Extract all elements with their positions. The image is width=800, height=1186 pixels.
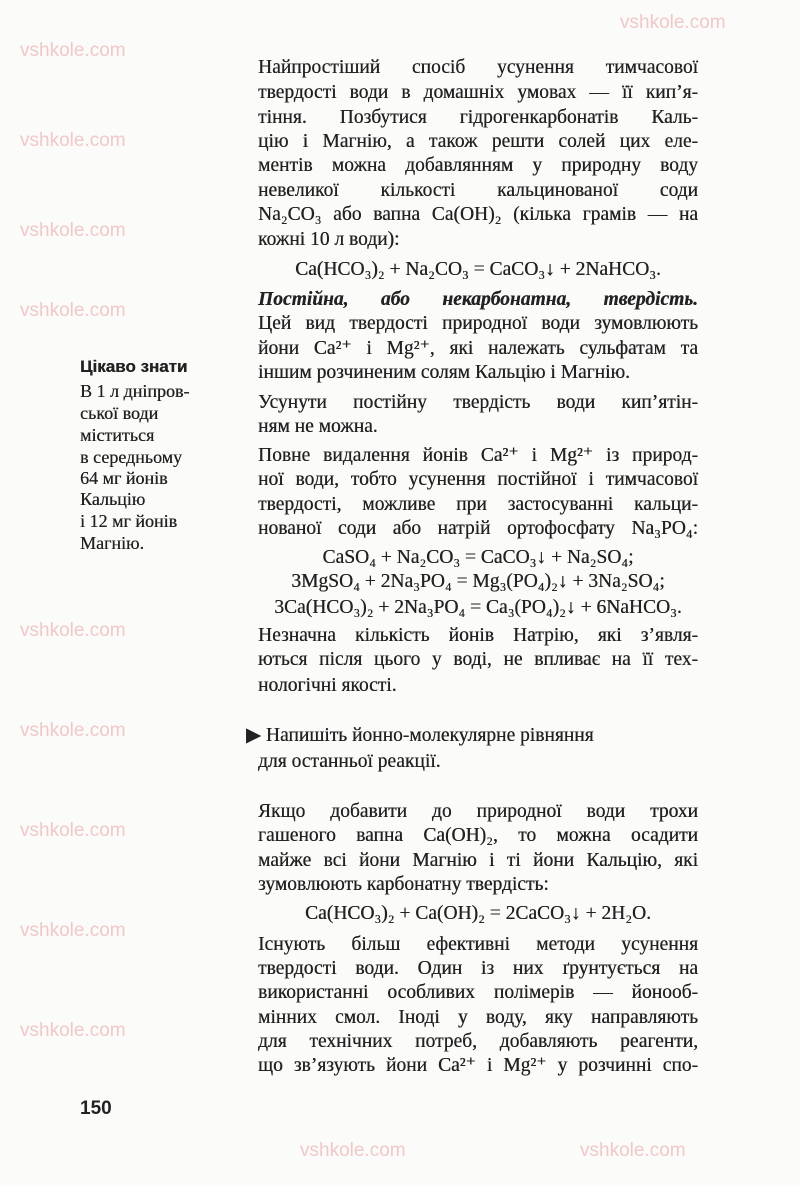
text-line: мінних смол. Іноді у воду, яку направляють: [258, 1007, 698, 1028]
watermark: vshkole.com: [20, 620, 126, 641]
text-line: цію і Магнію, а також решти солей цих еле-: [258, 131, 698, 152]
text-line: ментів можна добавлянням у природну воду: [258, 155, 698, 176]
text-line: нованої соди або натрій ортофосфату Na₃PO₄:: [258, 518, 698, 539]
text-line: Na₂CO₃ або вапна Ca(OH)₂ (кілька грамів — на: [258, 204, 698, 225]
text-line: майже всі йони Магнію і ті йони Кальцію, які: [258, 850, 698, 871]
watermark: vshkole.com: [20, 40, 126, 61]
chemical-equation: Ca(HCO₃)₂ + Na₂CO₃ = CaCO₃↓ + 2NaHCO₃.: [295, 259, 661, 280]
text-line: зумовлюють карбонатну твердість:: [258, 874, 549, 895]
text-line: твердості, можливе при застосуванні кальци-: [258, 494, 698, 515]
chemical-equation: 3MgSO₄ + 2Na₃PO₄ = Mg₃(PO₄)₂↓ + 3Na₂SO₄;: [291, 571, 665, 592]
text-line: для технічних потреб, добавляють реагенти,: [258, 1031, 698, 1052]
text-line: твердості води в домашніх умовах — її кип’я-: [258, 82, 698, 103]
text-line: твердості води. Один із них ґрунтується на: [258, 958, 698, 979]
text-line: гашеного вапна Ca(OH)₂, то можна осадити: [258, 825, 698, 846]
sidebar-line: міститься: [80, 425, 155, 445]
watermark: vshkole.com: [20, 1020, 126, 1041]
chemical-equation: Ca(HCO₃)₂ + Ca(OH)₂ = 2CaCO₃↓ + 2H₂O.: [305, 903, 651, 924]
text-line: Цей вид твердості природної води зумовлюють: [258, 313, 698, 334]
watermark: vshkole.com: [620, 12, 726, 33]
text-line: ної води, тобто усунення постійної і тимчасової: [258, 469, 698, 490]
chemical-equation: 3Ca(HCO₃)₂ + 2Na₃PO₄ = Ca₃(PO₄)₂↓ + 6NaHCO₃.: [274, 597, 682, 618]
watermark: vshkole.com: [20, 720, 126, 741]
text-line: йони Ca²⁺ і Mg²⁺, які належать сульфатам та: [258, 338, 698, 359]
text-line: кожні 10 л води):: [258, 229, 400, 250]
text-line: ються після цього у воді, не впливає на її тех-: [258, 649, 698, 670]
sidebar-line: в середньому: [80, 447, 182, 467]
sidebar-line: Кальцію: [80, 489, 146, 509]
section-heading: Постійна, або некарбонатна, твердість.: [258, 289, 698, 310]
page-number: 150: [80, 1098, 112, 1119]
sidebar-line: 64 мг йонів: [80, 468, 168, 488]
watermark: vshkole.com: [300, 1140, 406, 1161]
watermark: vshkole.com: [580, 1140, 686, 1161]
sidebar-line: В 1 л дніпров-: [80, 381, 190, 401]
watermark: vshkole.com: [20, 820, 126, 841]
text-line: що зв’язують йони Ca²⁺ і Mg²⁺ у розчинні спо-: [258, 1055, 698, 1076]
text-line: Існують більш ефективні методи усунення: [258, 934, 698, 955]
text-line: ням не можна.: [258, 416, 378, 437]
text-line: нологічні якості.: [258, 675, 397, 696]
text-line: Незначна кількість йонів Натрію, які з’явля-: [258, 625, 698, 646]
task-prompt: ▶ Напишіть йонно-молекулярне рівняння: [246, 725, 594, 746]
text-line: Повне видалення йонів Ca²⁺ і Mg²⁺ із природ-: [258, 445, 698, 466]
watermark: vshkole.com: [20, 920, 126, 941]
text-line: для останньої реакції.: [258, 751, 441, 772]
sidebar-line: і 12 мг йонів: [80, 511, 178, 531]
text-line: Якщо добавити до природної води трохи: [258, 801, 698, 822]
text-line: невеликої кількості кальцинованої соди: [258, 180, 698, 201]
sidebar-title: Цікаво знати: [80, 357, 188, 376]
sidebar-line: ської води: [80, 403, 159, 423]
text-line: використанні особливих полімерів — йонооб-: [258, 982, 698, 1003]
watermark: vshkole.com: [20, 220, 126, 241]
sidebar-line: Магнію.: [80, 533, 144, 553]
text-line: тіння. Позбутися гідрогенкарбонатів Каль-: [258, 107, 698, 128]
text-line: іншим розчиненим солям Кальцію і Магнію.: [258, 362, 630, 383]
watermark: vshkole.com: [20, 130, 126, 151]
text-line: Найпростіший спосіб усунення тимчасової: [258, 57, 698, 78]
chemical-equation: CaSO₄ + Na₂CO₃ = CaCO₃↓ + Na₂SO₄;: [322, 547, 634, 568]
text-line: Усунути постійну твердість води кип’ятін-: [258, 392, 698, 413]
watermark: vshkole.com: [20, 300, 126, 321]
